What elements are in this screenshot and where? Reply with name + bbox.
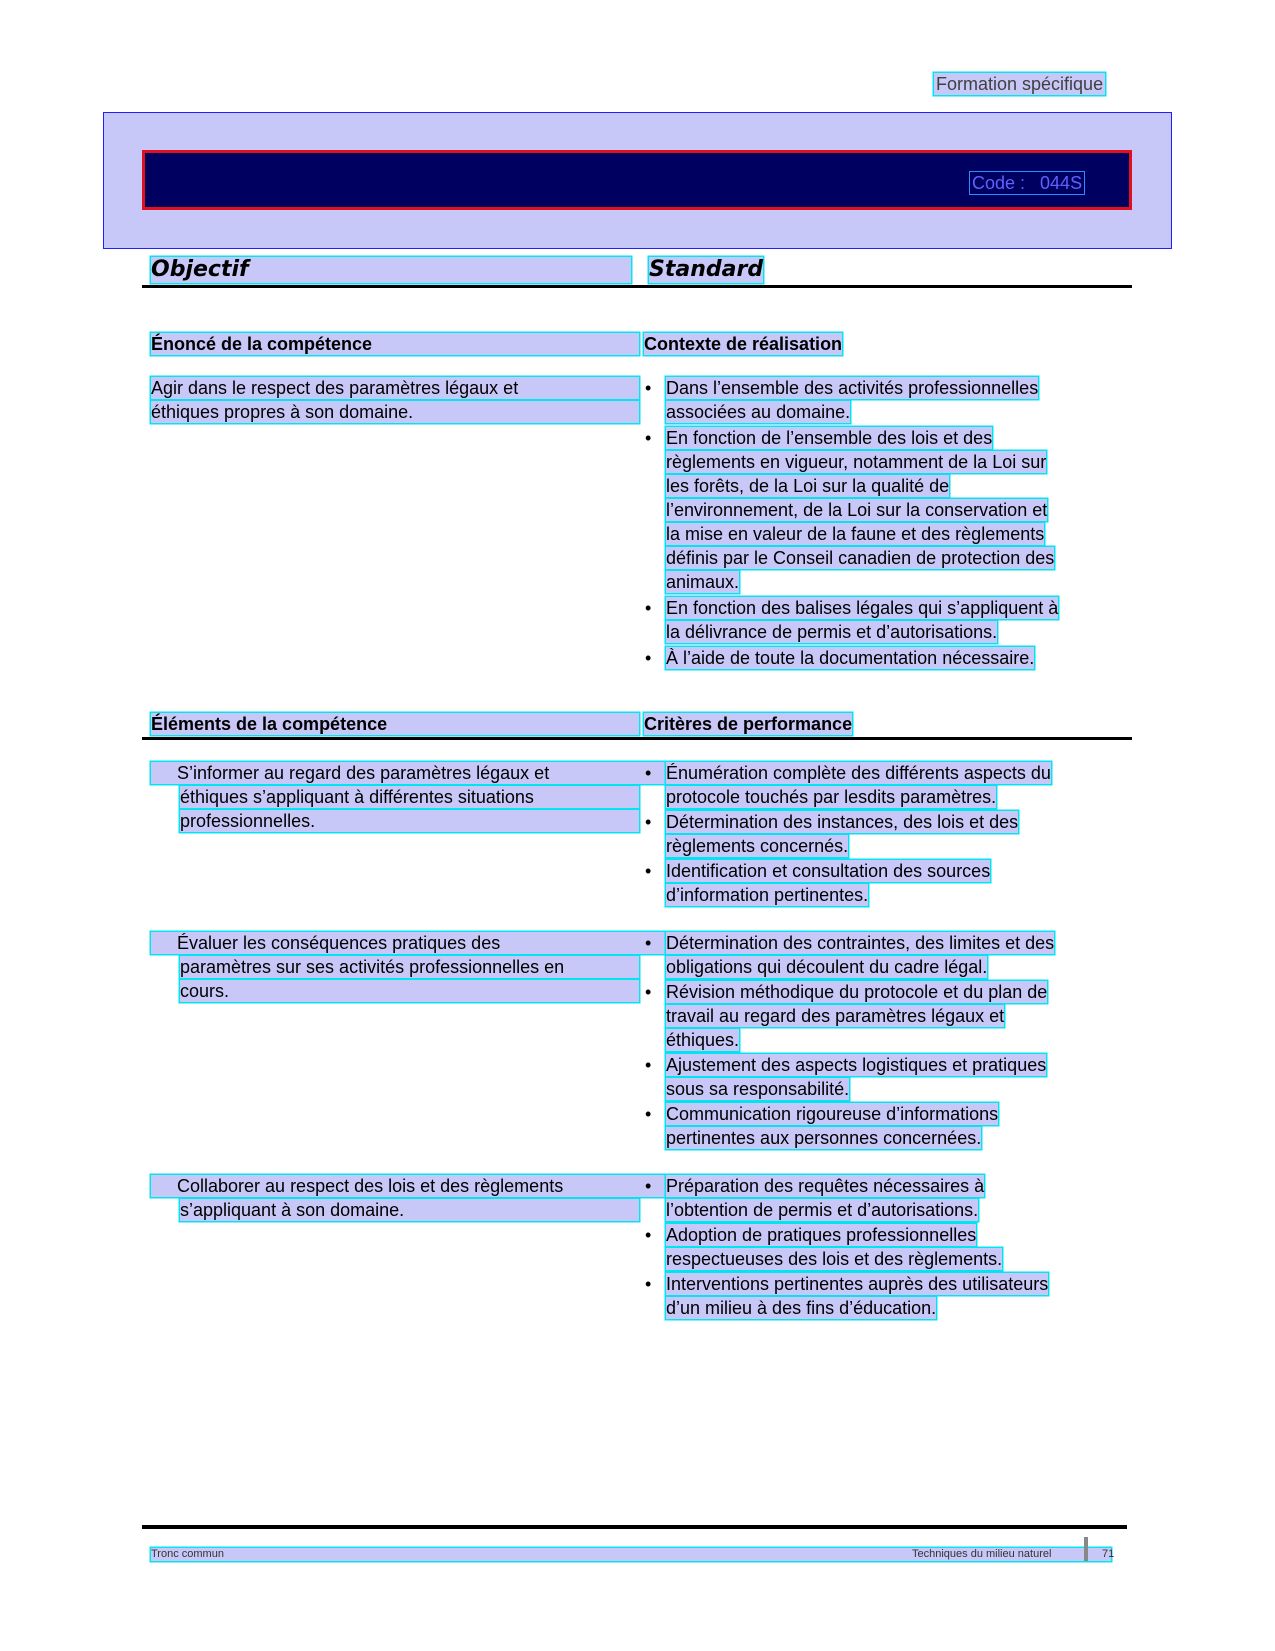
contexte-bullet-line: définis par le Conseil canadien de protection des [666, 548, 1055, 568]
criterion-line: règlements concernés. [666, 836, 849, 856]
element-line: cours. [180, 980, 639, 1002]
bullet-icon: • [645, 982, 652, 1002]
footer-rule [142, 1525, 1127, 1529]
column-heading-standard: Standard [649, 257, 764, 282]
element-line: S’informer au regard des paramètres légaux et [151, 762, 665, 784]
criterion-line: Détermination des contraintes, des limites et des [666, 933, 1055, 953]
divider [142, 737, 1132, 740]
contexte-bullet-line: À l’aide de toute la documentation nécessaire. [666, 648, 1035, 668]
enonce-line: éthiques propres à son domaine. [151, 401, 639, 423]
contexte-bullet-line: associées au domaine. [666, 402, 851, 422]
criterion-line: Détermination des instances, des lois et des [666, 812, 1019, 832]
criterion-line: Ajustement des aspects logistiques et pratiques [666, 1055, 1047, 1075]
contexte-bullet-line: En fonction des balises légales qui s’appliquent à [666, 598, 1059, 618]
criterion-line: respectueuses des lois et des règlements. [666, 1249, 1003, 1269]
criteres-heading: Critères de performance [644, 714, 853, 734]
criterion-line: Communication rigoureuse d’informations [666, 1104, 999, 1124]
contexte-bullet-line: la délivrance de permis et d’autorisations. [666, 622, 998, 642]
page-marker [1084, 1537, 1088, 1561]
criterion-line: Identification et consultation des sources [666, 861, 991, 881]
elements-heading: Éléments de la compétence [151, 713, 639, 735]
bullet-icon: • [645, 1225, 652, 1245]
criterion-line: éthiques. [666, 1030, 740, 1050]
criterion-line: pertinentes aux personnes concernées. [666, 1128, 982, 1148]
bullet-icon: • [645, 648, 652, 668]
contexte-bullet-line: règlements en vigueur, notamment de la Loi sur [666, 452, 1047, 472]
element-line: paramètres sur ses activités professionnelles en [180, 956, 639, 978]
bullet-icon: • [645, 378, 652, 398]
criterion-line: protocole touchés par lesdits paramètres. [666, 787, 997, 807]
contexte-bullet-line: les forêts, de la Loi sur la qualité de [666, 476, 950, 496]
enonce-heading: Énoncé de la compétence [151, 333, 639, 355]
bullet-icon: • [645, 1176, 652, 1196]
criterion-line: d’un milieu à des fins d’éducation. [666, 1298, 937, 1318]
criterion-line: sous sa responsabilité. [666, 1079, 850, 1099]
enonce-line: Agir dans le respect des paramètres légaux et [151, 377, 639, 399]
criterion-line: l’obtention de permis et d’autorisations. [666, 1200, 979, 1220]
element-line: Évaluer les conséquences pratiques des [151, 932, 665, 954]
bullet-icon: • [645, 598, 652, 618]
footer-left: Tronc commun [151, 1548, 224, 1560]
page-number: 71 [1102, 1548, 1115, 1560]
footer-right: Techniques du milieu naturel [912, 1548, 1052, 1560]
contexte-bullet-line: la mise en valeur de la faune et des règlements [666, 524, 1045, 544]
bullet-icon: • [645, 763, 652, 783]
criterion-line: Révision méthodique du protocole et du plan de [666, 982, 1048, 1002]
criterion-line: Préparation des requêtes nécessaires à [666, 1176, 985, 1196]
criterion-line: obligations qui découlent du cadre légal. [666, 957, 988, 977]
top-label: Formation spécifique [936, 74, 1104, 94]
criterion-line: Énumération complète des différents aspects du [666, 763, 1051, 783]
bullet-icon: • [645, 428, 652, 448]
bullet-icon: • [645, 1055, 652, 1075]
criterion-line: d’information pertinentes. [666, 885, 869, 905]
bullet-icon: • [645, 812, 652, 832]
contexte-bullet-line: l’environnement, de la Loi sur la conservation et [666, 500, 1048, 520]
element-line: professionnelles. [180, 810, 639, 832]
divider [142, 285, 1132, 288]
element-line: Collaborer au respect des lois et des règlements [151, 1175, 665, 1197]
element-line: s’appliquant à son domaine. [180, 1199, 639, 1221]
bullet-icon: • [645, 1104, 652, 1124]
bullet-icon: • [645, 933, 652, 953]
contexte-bullet-line: animaux. [666, 572, 740, 592]
contexte-heading: Contexte de réalisation [644, 334, 843, 354]
criterion-line: Interventions pertinentes auprès des utilisateurs [666, 1274, 1049, 1294]
competency-code: Code : 044S [969, 171, 1085, 195]
contexte-bullet-line: Dans l’ensemble des activités professionnelles [666, 378, 1039, 398]
criterion-line: travail au regard des paramètres légaux et [666, 1006, 1005, 1026]
contexte-bullet-line: En fonction de l’ensemble des lois et des [666, 428, 993, 448]
bullet-icon: • [645, 1274, 652, 1294]
bullet-icon: • [645, 861, 652, 881]
element-line: éthiques s’appliquant à différentes situations [180, 786, 639, 808]
criterion-line: Adoption de pratiques professionnelles [666, 1225, 977, 1245]
column-heading-objectif: Objectif [151, 257, 631, 283]
